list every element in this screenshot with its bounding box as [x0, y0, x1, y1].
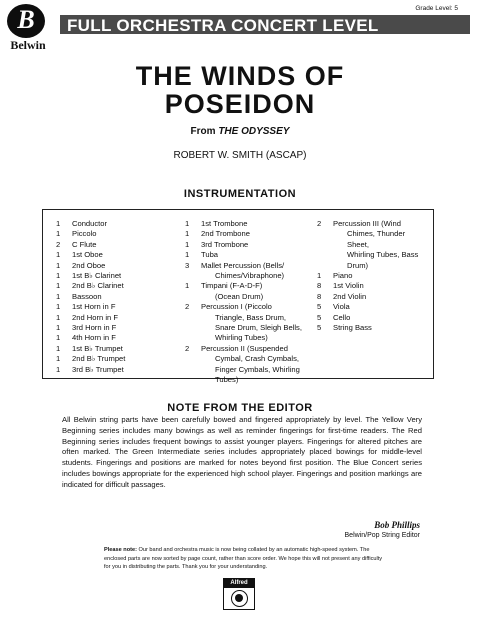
instrument-name: Whirling Tubes, Bass — [347, 250, 419, 260]
instrument-row — [56, 219, 174, 229]
instrument-quantity: 1 — [56, 333, 61, 343]
instrument-row — [185, 333, 305, 343]
instrument-row — [56, 323, 174, 333]
grade-level: Grade Level: 5 — [415, 5, 458, 12]
instrument-row — [56, 354, 174, 364]
please-note-text: Our band and orchestra music is now being collated by an automatic high-speed system. The enclosed parts are now sorted by page count, rather than score order. We hope this will not present any difficulty for you in distributing the parts. Thank you for your understanding. — [104, 547, 383, 571]
instrument-row — [185, 229, 305, 239]
instrument-row — [185, 344, 305, 354]
instrument-quantity: 1 — [56, 302, 61, 312]
instrument-quantity: 3 — [185, 260, 190, 270]
instrument-row — [317, 323, 429, 333]
title-line-1: THE WINDS OF — [135, 61, 345, 91]
instrument-quantity: 1 — [56, 343, 61, 353]
instrument-quantity: 2 — [185, 302, 190, 312]
instrument-row — [317, 302, 429, 312]
piece-title — [0, 62, 480, 118]
instrument-row — [185, 354, 305, 364]
instrument-quantity: 8 — [317, 281, 322, 291]
instrument-name: 1st Oboe — [72, 250, 103, 260]
instrument-row — [185, 281, 305, 291]
editor-signature: Bob Phillips — [374, 520, 420, 530]
instrument-row — [185, 240, 305, 250]
instrument-name: Triangle, Bass Drum, — [215, 312, 287, 322]
please-note — [104, 546, 384, 572]
belwin-logo-mark — [7, 4, 45, 38]
instrument-name: Drum) — [347, 260, 369, 270]
instrument-quantity — [185, 292, 201, 302]
instrument-row — [317, 313, 429, 323]
belwin-logo-wordmark: Belwin — [10, 38, 46, 52]
instrument-quantity — [185, 333, 201, 343]
instrument-name: Mallet Percussion (Bells/ — [201, 260, 285, 270]
instrument-row — [56, 271, 174, 281]
instrument-name: Finger Cymbals, Whirling — [215, 364, 300, 374]
instrument-name: Tubes) — [215, 375, 239, 385]
instrument-row — [185, 261, 305, 271]
instrument-quantity: 1 — [56, 281, 61, 291]
instrument-name: Chimes/Vibraphone) — [215, 271, 285, 281]
instrument-row — [56, 240, 174, 250]
instrument-quantity — [185, 365, 201, 375]
instrument-quantity — [185, 271, 201, 281]
instrument-name: Conductor — [72, 219, 108, 228]
instrument-column-2 — [185, 219, 305, 386]
instrument-name: Percussion III (Wind — [333, 219, 401, 228]
instrument-name: Viola — [333, 302, 350, 312]
instrument-row — [185, 219, 305, 229]
instrument-row — [185, 323, 305, 333]
instrument-quantity: 2 — [185, 343, 190, 353]
subtitle — [0, 126, 480, 137]
instrument-name: 2nd Trombone — [201, 229, 250, 239]
instrument-quantity — [317, 250, 333, 260]
instrument-row — [317, 281, 429, 291]
instrument-quantity: 1 — [56, 354, 61, 364]
instrument-row — [56, 261, 174, 271]
instrument-name: 3rd B♭ Trumpet — [72, 364, 124, 374]
instrument-quantity — [185, 375, 201, 385]
instrument-row — [317, 229, 429, 250]
instrument-row — [317, 271, 429, 281]
alfred-emblem-icon — [231, 590, 248, 607]
instrument-row — [185, 375, 305, 385]
instrument-row — [56, 229, 174, 239]
instrument-row — [56, 292, 174, 302]
instrument-name: Whirling Tubes) — [215, 333, 268, 343]
instrument-quantity: 1 — [185, 229, 190, 239]
logo-letter: B — [17, 5, 35, 34]
instrument-name: 2nd B♭ Clarinet — [72, 281, 124, 291]
instrument-name: 2nd Horn in F — [72, 312, 119, 322]
editor-title: Belwin/Pop String Editor — [344, 532, 420, 539]
alfred-logo — [223, 578, 255, 610]
instrument-quantity: 8 — [317, 291, 322, 301]
instrument-row — [185, 292, 305, 302]
instrument-row — [56, 281, 174, 291]
instrument-row — [56, 365, 174, 375]
instrument-quantity: 1 — [185, 281, 190, 291]
instrument-name: (Ocean Drum) — [215, 291, 264, 301]
instrument-name: 1st B♭ Clarinet — [72, 271, 122, 281]
editor-note-body: All Belwin string parts have been carefully bowed and fingered appropriately by level. The Yellow Very Beginning series includes many bowings as well as reminder fingerings for first-time readers. The Red Beginning series includes frequent bowings to assist younger players. Fingerings for altered pitches are often marked. The Green Intermediate series includes appropriately placed bowings for middle-level students. Fingerings and positions are marked for notes beyond first position. The Blue Concert series includes bowings appropriate for the experienced high school player. Fingerings and position markings are indicated for difficult passages. — [62, 415, 422, 489]
instrument-name: 1st Trombone — [201, 219, 248, 228]
composer: ROBERT W. SMITH (ASCAP) — [173, 150, 307, 161]
instrument-name: 1st Violin — [333, 281, 364, 291]
editor-note-heading: NOTE FROM THE EDITOR — [167, 402, 313, 414]
instrument-quantity: 1 — [185, 239, 190, 249]
instrument-row — [317, 250, 429, 260]
instrument-row — [56, 333, 174, 343]
instrument-name: Cymbal, Crash Cymbals, — [215, 354, 299, 364]
instrument-name: 1st Horn in F — [72, 302, 116, 312]
instrument-quantity: 1 — [185, 250, 190, 260]
instrument-quantity — [185, 354, 201, 364]
please-note-label: Please note: — [104, 547, 137, 553]
instrument-row — [56, 250, 174, 260]
instrument-quantity: 1 — [56, 291, 61, 301]
instrument-quantity — [185, 313, 201, 323]
from-prefix: From — [190, 126, 216, 137]
instrument-row — [185, 365, 305, 375]
instrument-quantity: 1 — [56, 271, 61, 281]
instrument-row — [185, 271, 305, 281]
instrument-name: 1st B♭ Trumpet — [72, 343, 123, 353]
instrument-row — [317, 261, 429, 271]
instrument-column-1 — [56, 219, 174, 375]
instrument-column-3 — [317, 219, 429, 333]
instrumentation-heading: INSTRUMENTATION — [183, 188, 297, 200]
instrument-name: Piano — [333, 271, 353, 281]
alfred-logo-label: Alfred — [224, 579, 254, 588]
instrument-row — [185, 250, 305, 260]
series-title: FULL ORCHESTRA CONCERT LEVEL — [67, 16, 379, 35]
instrument-name: 2nd Oboe — [72, 260, 106, 270]
instrument-quantity: 1 — [56, 312, 61, 322]
instrument-name: Timpani (F-A-D-F) — [201, 281, 263, 291]
instrument-name: Percussion II (Suspended — [201, 343, 288, 353]
instrument-name: 2nd Violin — [333, 291, 367, 301]
instrument-quantity: 5 — [317, 323, 322, 333]
instrument-quantity: 1 — [56, 364, 61, 374]
instrument-quantity: 2 — [56, 239, 61, 249]
instrument-row — [317, 219, 429, 229]
instrument-quantity: 1 — [317, 271, 322, 281]
instrument-quantity: 5 — [317, 312, 322, 322]
from-work: THE ODYSSEY — [218, 126, 290, 137]
instrument-name: Percussion I (Piccolo — [201, 302, 272, 312]
instrument-quantity: 5 — [317, 302, 322, 312]
instrument-quantity — [317, 229, 333, 250]
instrument-row — [185, 302, 305, 312]
instrument-row — [56, 344, 174, 354]
instrumentation-box — [42, 209, 434, 385]
instrument-name: Cello — [333, 312, 351, 322]
instrument-quantity: 1 — [56, 229, 61, 239]
instrument-row — [317, 292, 429, 302]
instrument-quantity — [185, 323, 201, 333]
instrument-name: Snare Drum, Sleigh Bells, — [215, 323, 302, 333]
instrument-name: 4th Horn in F — [72, 333, 116, 343]
instrument-name: Bassoon — [72, 291, 102, 301]
instrument-name: Piccolo — [72, 229, 97, 239]
instrument-name: 3rd Trombone — [201, 239, 249, 249]
instrument-quantity: 2 — [317, 219, 322, 228]
instrument-quantity: 1 — [56, 323, 61, 333]
instrument-row — [56, 313, 174, 323]
title-line-2: POSEIDON — [164, 89, 316, 119]
instrument-quantity: 1 — [185, 219, 190, 228]
instrument-name: 2nd B♭ Trumpet — [72, 354, 126, 364]
instrument-name: C Flute — [72, 239, 97, 249]
instrument-row — [56, 302, 174, 312]
instrument-quantity — [317, 261, 333, 271]
instrument-quantity: 1 — [56, 260, 61, 270]
instrument-quantity: 1 — [56, 250, 61, 260]
instrument-quantity: 1 — [56, 219, 61, 228]
instrument-name: 3rd Horn in F — [72, 323, 117, 333]
instrument-name: String Bass — [333, 323, 372, 333]
instrument-name: Chimes, Thunder Sheet, — [347, 229, 406, 249]
instrument-row — [185, 313, 305, 323]
instrument-name: Tuba — [201, 250, 219, 260]
